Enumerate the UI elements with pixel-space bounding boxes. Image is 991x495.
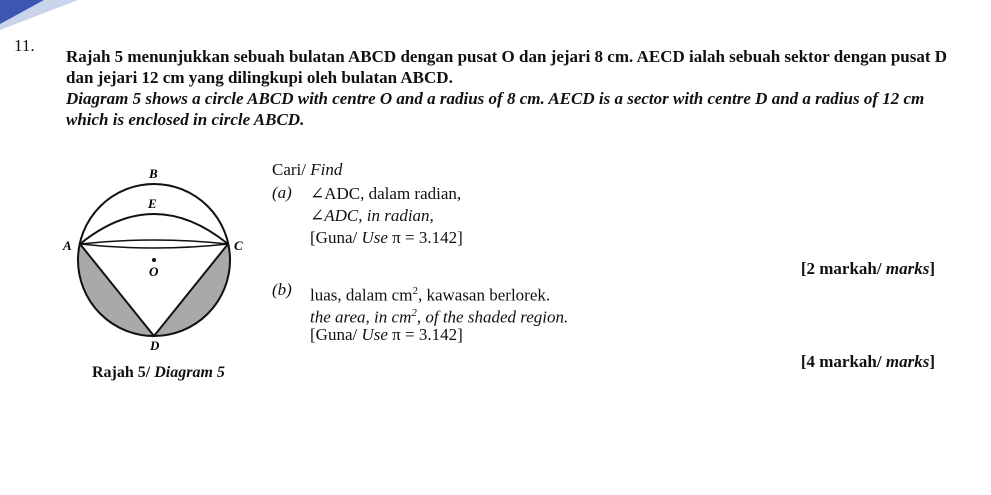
part-b-malay: luas, dalam $cm^2$, kawasan berlorek. <box>310 285 551 305</box>
caption-malay: Rajah 5/ <box>92 364 151 381</box>
find-heading <box>272 160 342 180</box>
find-malay: Cari/ <box>272 160 306 179</box>
corner-decoration <box>0 0 80 40</box>
question-intro <box>66 46 956 130</box>
centre-o-point <box>152 258 156 262</box>
question-number: 11. <box>14 36 35 55</box>
part-a-malay: ∠ADC, dalam radian, <box>310 184 462 203</box>
label-a: A <box>63 238 72 253</box>
caption-english: Diagram 5 <box>154 364 225 381</box>
intro-malay: Rajah 5 menunjukkan sebuah bulatan ABCD dengan pusat O dan jejari 8 cm. AECD ialah sebuah sektor dengan pusat D dan jejari 12 cm yang dilingkupi oleh bulatan ABCD. <box>66 47 948 87</box>
diagram-5 <box>52 152 262 360</box>
part-b-english: the area, in $cm^2$, of the shaded region. <box>310 307 569 327</box>
part-b-pi-note: [Guna/ Use π = 3.142] <box>310 325 463 344</box>
part-a-marks: [2 markah/ marks] <box>800 259 935 278</box>
label-o: O <box>149 264 159 279</box>
part-a-pi-note: [Guna/ Use π = 3.142] <box>310 228 463 247</box>
part-a-label: (a) <box>272 183 292 202</box>
label-d: D <box>150 338 160 353</box>
find-english: Find <box>310 160 343 179</box>
part-b-marks: [4 markah/ marks] <box>800 352 935 371</box>
label-e: E <box>148 196 157 211</box>
intro-english: Diagram 5 shows a circle ABCD with centre O and a radius of 8 cm. AECD is a sector with centre D and a radius of 12 cm which is enclosed in circle ABCD. <box>66 89 925 129</box>
chord-ac <box>80 240 228 248</box>
label-b: B <box>149 166 158 181</box>
diagram-caption <box>92 364 225 382</box>
part-b-label: (b) <box>272 280 292 299</box>
label-c: C <box>234 238 243 253</box>
part-a-english: ∠ADC, in radian, <box>310 206 434 225</box>
